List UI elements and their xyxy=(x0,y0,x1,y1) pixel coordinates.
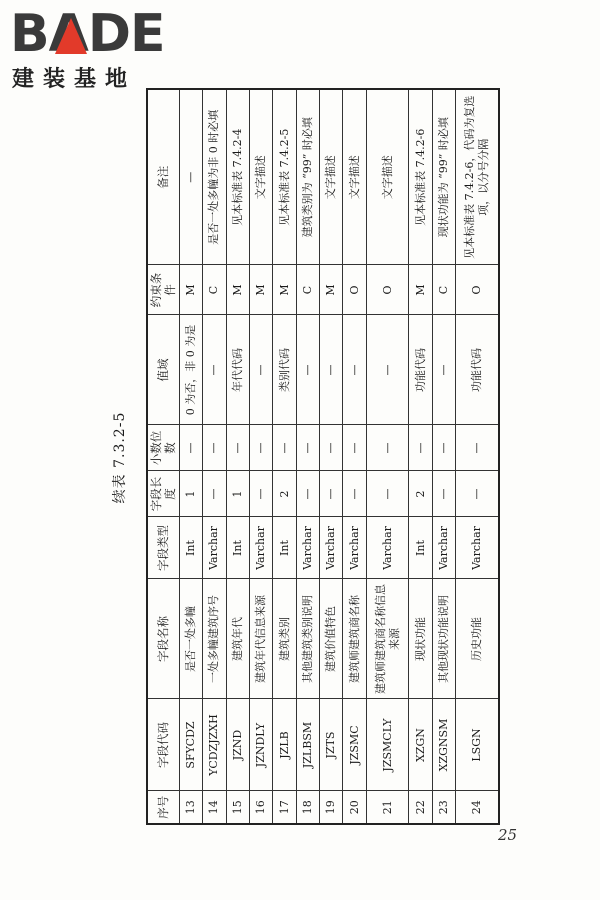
cell-no: 23 xyxy=(432,791,455,824)
cell-constraint: M xyxy=(249,265,272,315)
table-row xyxy=(273,89,296,824)
cell-name: 现状功能 xyxy=(409,579,432,699)
header-cell: 字段长度 xyxy=(147,471,179,517)
cell-constraint: M xyxy=(179,265,202,315)
cell-notes: 文字描述 xyxy=(343,89,366,265)
cell-decimals: — xyxy=(179,425,202,471)
cell-domain: — xyxy=(249,315,272,425)
cell-length: — xyxy=(320,471,343,517)
cell-domain: 0 为否，非 0 为是 xyxy=(179,315,202,425)
cell-no: 13 xyxy=(179,791,202,824)
table-row xyxy=(320,89,343,824)
cell-type: Varchar xyxy=(320,517,343,579)
cell-domain: — xyxy=(432,315,455,425)
cell-constraint: O xyxy=(366,265,409,315)
header-cell: 序号 xyxy=(147,791,179,824)
cell-constraint: M xyxy=(273,265,296,315)
cell-code: YCDZJZXH xyxy=(203,699,226,791)
cell-notes: 见本标准表 7.4.2-6 xyxy=(409,89,432,265)
cell-domain: 功能代码 xyxy=(456,315,499,425)
cell-constraint: M xyxy=(226,265,249,315)
cell-length: 2 xyxy=(409,471,432,517)
cell-type: Varchar xyxy=(296,517,319,579)
cell-notes: 文字描述 xyxy=(320,89,343,265)
cell-constraint: M xyxy=(409,265,432,315)
cell-decimals: — xyxy=(409,425,432,471)
cell-no: 17 xyxy=(273,791,296,824)
cell-name: 历史功能 xyxy=(456,579,499,699)
cell-no: 16 xyxy=(249,791,272,824)
bade-logo xyxy=(8,4,178,92)
cell-domain: — xyxy=(203,315,226,425)
cell-constraint: O xyxy=(456,265,499,315)
cell-constraint: C xyxy=(203,265,226,315)
cell-decimals: — xyxy=(343,425,366,471)
cell-domain: — xyxy=(366,315,409,425)
cell-type: Int xyxy=(273,517,296,579)
cell-no: 20 xyxy=(343,791,366,824)
cell-type: Varchar xyxy=(366,517,409,579)
table-header-row xyxy=(147,89,179,824)
cell-name: 建筑师建筑商名称 xyxy=(343,579,366,699)
cell-domain: — xyxy=(296,315,319,425)
cell-domain: — xyxy=(343,315,366,425)
cell-notes: 见本标准表 7.4.2-5 xyxy=(273,89,296,265)
cell-no: 24 xyxy=(456,791,499,824)
cell-constraint: O xyxy=(343,265,366,315)
cell-constraint: C xyxy=(296,265,319,315)
cell-name: 建筑年代信息来源 xyxy=(249,579,272,699)
cell-notes: 建筑类别为 “99” 时必填 xyxy=(296,89,319,265)
cell-notes: 见本标准表 7.4.2-4 xyxy=(226,89,249,265)
cell-decimals: — xyxy=(296,425,319,471)
cell-type: Varchar xyxy=(456,517,499,579)
cell-length: — xyxy=(456,471,499,517)
cell-type: Varchar xyxy=(343,517,366,579)
header-cell: 约束条件 xyxy=(147,265,179,315)
table-row xyxy=(366,89,409,824)
page-number: 25 xyxy=(498,826,518,844)
cell-decimals: — xyxy=(273,425,296,471)
cell-domain: 类别代码 xyxy=(273,315,296,425)
cell-type: Int xyxy=(409,517,432,579)
cell-no: 22 xyxy=(409,791,432,824)
cell-code: JZND xyxy=(226,699,249,791)
cell-decimals: — xyxy=(320,425,343,471)
cell-name: 建筑年代 xyxy=(226,579,249,699)
cell-length: — xyxy=(432,471,455,517)
cell-decimals: — xyxy=(203,425,226,471)
cell-type: Varchar xyxy=(432,517,455,579)
field-spec-table xyxy=(146,88,500,825)
cell-name: 其他建筑类别说明 xyxy=(296,579,319,699)
header-cell: 备注 xyxy=(147,89,179,265)
cell-name: 建筑价值特色 xyxy=(320,579,343,699)
cell-name: 其他现状功能说明 xyxy=(432,579,455,699)
table-row xyxy=(343,89,366,824)
table-row xyxy=(296,89,319,824)
cell-code: XZGN xyxy=(409,699,432,791)
cell-decimals: — xyxy=(432,425,455,471)
table-row xyxy=(456,89,499,824)
cell-code: JZTS xyxy=(320,699,343,791)
table-row xyxy=(226,89,249,824)
cell-notes: 现状功能为 “99” 时必填 xyxy=(432,89,455,265)
table-caption: 续表 7.3.2-5 xyxy=(112,411,128,504)
cell-code: JZLBSM xyxy=(296,699,319,791)
cell-decimals: — xyxy=(456,425,499,471)
cell-length: — xyxy=(203,471,226,517)
header-cell: 小数位数 xyxy=(147,425,179,471)
table-block xyxy=(100,90,500,825)
cell-domain: 年代代码 xyxy=(226,315,249,425)
cell-notes: 见本标准表 7.4.2-6，代码为复选项，以分号分隔 xyxy=(456,89,499,265)
header-cell: 字段代码 xyxy=(147,699,179,791)
cell-no: 18 xyxy=(296,791,319,824)
logo-subtitle: 建装基地 xyxy=(12,67,137,92)
logo-word: BADE xyxy=(10,4,165,64)
cell-length: 1 xyxy=(179,471,202,517)
table-row xyxy=(409,89,432,824)
cell-domain: 功能代码 xyxy=(409,315,432,425)
cell-code: JZLB xyxy=(273,699,296,791)
cell-length: 2 xyxy=(273,471,296,517)
table-row xyxy=(179,89,202,824)
cell-length: — xyxy=(343,471,366,517)
header-cell: 值域 xyxy=(147,315,179,425)
cell-domain: — xyxy=(320,315,343,425)
rotated-table-region xyxy=(100,90,500,825)
logo-triangle-icon xyxy=(55,18,87,54)
cell-code: SFYCDZ xyxy=(179,699,202,791)
table-row xyxy=(249,89,272,824)
cell-notes: 文字描述 xyxy=(366,89,409,265)
cell-constraint: M xyxy=(320,265,343,315)
table-row xyxy=(203,89,226,824)
cell-code: XZGNSM xyxy=(432,699,455,791)
header-cell: 字段类型 xyxy=(147,517,179,579)
cell-decimals: — xyxy=(366,425,409,471)
cell-notes: 是否一处多幢为非 0 时必填 xyxy=(203,89,226,265)
cell-name: 建筑师建筑商名称信息来源 xyxy=(366,579,409,699)
cell-code: JZNDLY xyxy=(249,699,272,791)
cell-notes: — xyxy=(179,89,202,265)
table-row xyxy=(432,89,455,824)
cell-code: JZSMC xyxy=(343,699,366,791)
cell-length: — xyxy=(296,471,319,517)
cell-name: 建筑类别 xyxy=(273,579,296,699)
cell-length: — xyxy=(366,471,409,517)
cell-decimals: — xyxy=(249,425,272,471)
cell-length: — xyxy=(249,471,272,517)
cell-no: 14 xyxy=(203,791,226,824)
cell-type: Varchar xyxy=(249,517,272,579)
cell-type: Varchar xyxy=(203,517,226,579)
cell-constraint: C xyxy=(432,265,455,315)
cell-name: 是否一处多幢 xyxy=(179,579,202,699)
cell-type: Int xyxy=(179,517,202,579)
cell-decimals: — xyxy=(226,425,249,471)
cell-code: JZSMCLY xyxy=(366,699,409,791)
cell-no: 21 xyxy=(366,791,409,824)
cell-type: Int xyxy=(226,517,249,579)
cell-code: LSGN xyxy=(456,699,499,791)
cell-length: 1 xyxy=(226,471,249,517)
cell-no: 19 xyxy=(320,791,343,824)
cell-notes: 文字描述 xyxy=(249,89,272,265)
header-cell: 字段名称 xyxy=(147,579,179,699)
cell-no: 15 xyxy=(226,791,249,824)
cell-name: 一处多幢建筑序号 xyxy=(203,579,226,699)
